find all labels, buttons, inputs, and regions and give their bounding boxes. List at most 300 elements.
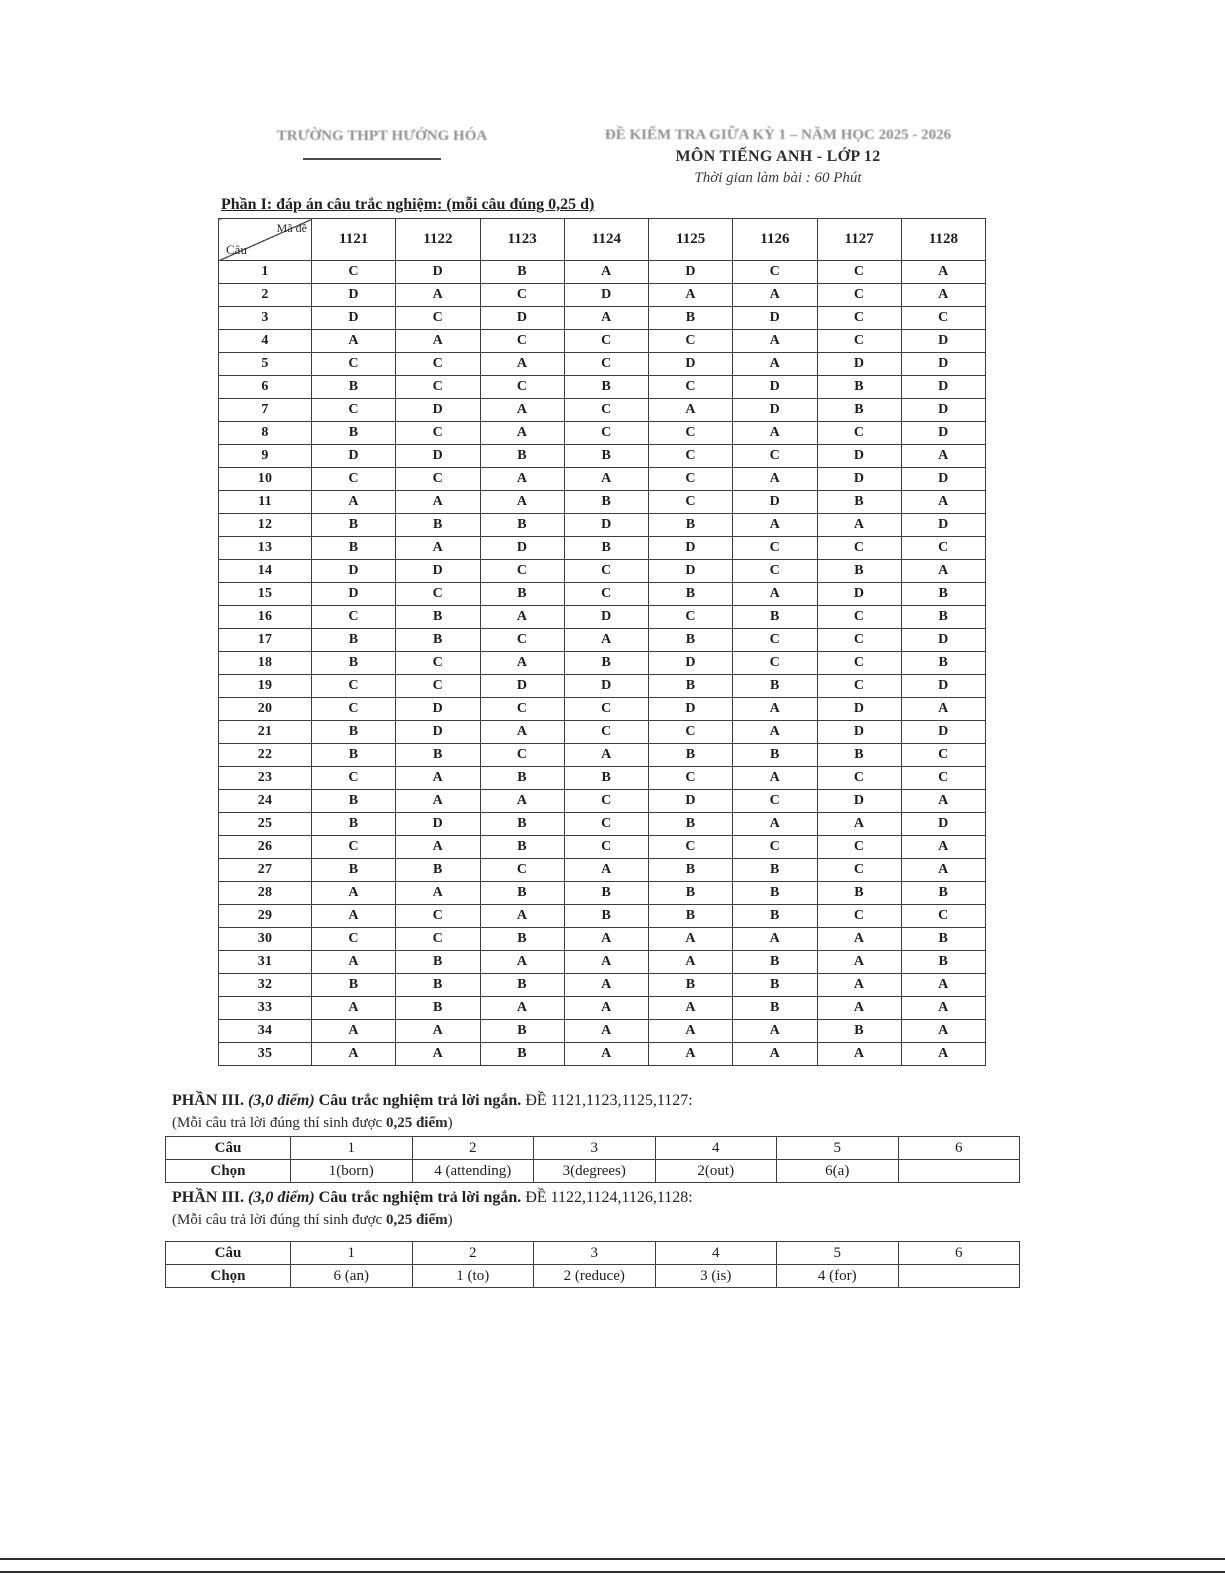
answer-cell: B (312, 859, 396, 882)
answer-cell: A (733, 514, 817, 537)
answer-cell: A (733, 468, 817, 491)
answer-cell: A (733, 1020, 817, 1043)
answer-cell: A (817, 1043, 901, 1066)
answer-table-body (219, 261, 986, 1066)
answer-cell: C (817, 422, 901, 445)
answer-row (219, 330, 986, 353)
short-row-label: Chọn (166, 1265, 291, 1288)
question-number: 29 (219, 905, 312, 928)
answer-cell: B (312, 376, 396, 399)
answer-cell: C (396, 353, 480, 376)
answer-cell: A (564, 974, 648, 997)
answer-cell: D (817, 445, 901, 468)
part3b-heading (172, 1189, 693, 1207)
answer-cell: A (733, 928, 817, 951)
answer-cell: C (564, 560, 648, 583)
answer-row (219, 629, 986, 652)
answer-cell: B (564, 376, 648, 399)
answer-cell: B (480, 583, 564, 606)
short-question-number: 3 (534, 1137, 656, 1160)
answer-cell: A (733, 353, 817, 376)
question-number: 15 (219, 583, 312, 606)
short-answer-cell: 2(out) (655, 1160, 777, 1183)
part3b-codes: ĐỀ 1122,1124,1126,1128: (525, 1189, 693, 1206)
answer-cell: D (733, 491, 817, 514)
answer-cell: C (901, 767, 985, 790)
answer-cell: D (817, 790, 901, 813)
answer-cell: B (901, 583, 985, 606)
question-number: 32 (219, 974, 312, 997)
answer-cell: D (649, 698, 733, 721)
short-answer-cell: 1 (to) (412, 1265, 534, 1288)
answer-cell: C (480, 698, 564, 721)
question-number: 24 (219, 790, 312, 813)
exam-code-header: 1124 (564, 219, 648, 261)
short-question-number: 6 (898, 1137, 1020, 1160)
answer-cell: B (733, 974, 817, 997)
answer-cell: C (312, 399, 396, 422)
answer-cell: D (312, 445, 396, 468)
answer-cell: C (564, 790, 648, 813)
answer-cell: B (480, 974, 564, 997)
part3a-points: (3,0 điểm) (248, 1092, 315, 1109)
answer-cell: A (312, 330, 396, 353)
answer-cell: C (480, 629, 564, 652)
answer-cell: D (480, 675, 564, 698)
answer-cell: A (901, 445, 985, 468)
code-header-row (219, 219, 986, 261)
answer-cell: B (733, 905, 817, 928)
answer-cell: A (564, 1043, 648, 1066)
answer-cell: A (396, 491, 480, 514)
answer-cell: B (312, 422, 396, 445)
answer-cell: C (564, 836, 648, 859)
answer-cell: C (564, 698, 648, 721)
answer-cell: A (480, 790, 564, 813)
answer-cell: A (733, 583, 817, 606)
answer-cell: C (312, 675, 396, 698)
answer-cell: D (312, 583, 396, 606)
short-table-a (165, 1136, 1020, 1183)
answer-cell: A (901, 997, 985, 1020)
answer-row (219, 951, 986, 974)
answer-cell: C (733, 261, 817, 284)
answer-cell: B (312, 813, 396, 836)
short-question-number: 5 (777, 1242, 899, 1265)
answer-cell: C (817, 261, 901, 284)
answer-cell: B (480, 813, 564, 836)
part3b-desc: Câu trắc nghiệm trả lời ngắn. (318, 1189, 522, 1206)
answer-cell: B (901, 606, 985, 629)
answer-cell: B (649, 744, 733, 767)
exam-title: ĐỀ KIỂM TRA GIỮA KỲ 1 – NĂM HỌC 2025 - 2026 (604, 127, 952, 143)
answer-cell: D (901, 399, 985, 422)
question-number: 10 (219, 468, 312, 491)
answer-cell: B (649, 583, 733, 606)
short-question-number: 5 (777, 1137, 899, 1160)
answer-cell: C (480, 859, 564, 882)
answer-cell: B (480, 1020, 564, 1043)
answer-cell: A (733, 284, 817, 307)
answer-cell: D (901, 468, 985, 491)
answer-cell: C (564, 721, 648, 744)
answer-cell: B (312, 652, 396, 675)
answer-cell: D (817, 353, 901, 376)
answer-cell: D (564, 514, 648, 537)
answer-cell: A (901, 284, 985, 307)
answer-cell: B (312, 721, 396, 744)
answer-cell: B (564, 445, 648, 468)
answer-cell: B (396, 514, 480, 537)
answer-cell: A (480, 721, 564, 744)
school-name: TRƯỜNG THPT HƯỚNG HÓA (276, 128, 488, 144)
answer-cell: B (817, 560, 901, 583)
answer-cell: D (817, 721, 901, 744)
answer-cell: C (480, 330, 564, 353)
answer-cell: A (312, 997, 396, 1020)
answer-cell: B (312, 537, 396, 560)
answer-row (219, 905, 986, 928)
answer-cell: B (649, 514, 733, 537)
answer-cell: B (312, 974, 396, 997)
answer-cell: A (396, 330, 480, 353)
answer-cell: B (817, 491, 901, 514)
answer-cell: A (733, 767, 817, 790)
answer-cell: A (564, 307, 648, 330)
answer-cell: C (817, 859, 901, 882)
answer-cell: C (733, 836, 817, 859)
answer-cell: D (901, 675, 985, 698)
answer-cell: A (901, 790, 985, 813)
answer-row (219, 491, 986, 514)
answer-cell: A (564, 997, 648, 1020)
answer-row (219, 284, 986, 307)
answer-key-table (218, 218, 986, 1066)
answer-cell: A (480, 905, 564, 928)
answer-cell: C (480, 744, 564, 767)
answer-cell: C (564, 813, 648, 836)
page-bottom-rule-1 (0, 1558, 1225, 1560)
answer-cell: D (480, 307, 564, 330)
question-number: 25 (219, 813, 312, 836)
answer-cell: A (901, 836, 985, 859)
question-number: 2 (219, 284, 312, 307)
answer-cell: B (564, 537, 648, 560)
short-row-label: Câu (166, 1137, 291, 1160)
answer-cell: C (817, 652, 901, 675)
part3b-note (172, 1212, 453, 1229)
answer-cell: C (649, 606, 733, 629)
answer-cell: C (817, 629, 901, 652)
question-number: 20 (219, 698, 312, 721)
part3b-note-suffix: ) (447, 1212, 453, 1228)
short-answer-row (166, 1160, 1020, 1183)
answer-cell: A (649, 1020, 733, 1043)
answer-cell: D (312, 284, 396, 307)
answer-cell: B (480, 445, 564, 468)
answer-cell: A (901, 1043, 985, 1066)
answer-cell: A (564, 629, 648, 652)
answer-cell: B (649, 905, 733, 928)
subject-line: MÔN TIẾNG ANH - LỚP 12 (675, 148, 881, 165)
answer-cell: B (733, 951, 817, 974)
question-number: 17 (219, 629, 312, 652)
question-number: 34 (219, 1020, 312, 1043)
answer-cell: D (396, 813, 480, 836)
short-row-label: Chọn (166, 1160, 291, 1183)
answer-cell: C (817, 606, 901, 629)
part3a-note (172, 1115, 453, 1132)
answer-cell: C (649, 721, 733, 744)
answer-cell: D (817, 468, 901, 491)
question-number: 28 (219, 882, 312, 905)
answer-cell: C (817, 836, 901, 859)
answer-cell: B (733, 997, 817, 1020)
answer-cell: B (901, 652, 985, 675)
question-number: 5 (219, 353, 312, 376)
answer-row (219, 744, 986, 767)
answer-cell: D (312, 307, 396, 330)
corner-label-cau: Câu (226, 242, 247, 257)
answer-row (219, 353, 986, 376)
answer-cell: A (312, 882, 396, 905)
answer-cell: B (396, 997, 480, 1020)
answer-cell: D (396, 721, 480, 744)
answer-cell: D (396, 399, 480, 422)
answer-row (219, 514, 986, 537)
answer-cell: A (901, 491, 985, 514)
answer-cell: C (649, 767, 733, 790)
answer-row (219, 307, 986, 330)
answer-cell: C (817, 905, 901, 928)
answer-cell: A (480, 399, 564, 422)
answer-cell: A (649, 951, 733, 974)
page-bottom-rule-2 (0, 1571, 1225, 1573)
answer-cell: B (396, 951, 480, 974)
answer-cell: C (564, 583, 648, 606)
answer-cell: C (396, 468, 480, 491)
answer-cell: A (649, 1043, 733, 1066)
question-number: 21 (219, 721, 312, 744)
answer-cell: A (901, 560, 985, 583)
answer-row (219, 974, 986, 997)
question-number: 35 (219, 1043, 312, 1066)
answer-cell: B (733, 675, 817, 698)
answer-cell: D (649, 537, 733, 560)
answer-row (219, 698, 986, 721)
answer-row (219, 928, 986, 951)
answer-cell: A (649, 997, 733, 1020)
question-number: 30 (219, 928, 312, 951)
answer-row (219, 997, 986, 1020)
answer-cell: A (733, 698, 817, 721)
short-answer-cell: 3 (is) (655, 1265, 777, 1288)
short-question-number: 4 (655, 1242, 777, 1265)
school-underline-rule (303, 158, 441, 160)
exam-code-header: 1126 (733, 219, 817, 261)
answer-cell: C (480, 376, 564, 399)
question-number: 8 (219, 422, 312, 445)
short-question-number: 4 (655, 1137, 777, 1160)
part3a-note-points: 0,25 điểm (385, 1115, 448, 1131)
answer-cell: C (733, 629, 817, 652)
answer-cell: B (649, 882, 733, 905)
exam-code-header: 1127 (817, 219, 901, 261)
answer-cell: B (817, 744, 901, 767)
answer-cell: B (733, 859, 817, 882)
answer-cell: C (396, 376, 480, 399)
part3a-heading (172, 1092, 693, 1110)
answer-cell: B (564, 905, 648, 928)
question-number: 16 (219, 606, 312, 629)
answer-cell: D (649, 790, 733, 813)
question-number: 12 (219, 514, 312, 537)
question-number: 18 (219, 652, 312, 675)
answer-cell: C (649, 376, 733, 399)
answer-cell: C (733, 537, 817, 560)
answer-cell: B (649, 859, 733, 882)
short-question-number: 1 (291, 1137, 413, 1160)
short-question-row (166, 1242, 1020, 1265)
answer-cell: C (312, 261, 396, 284)
short-answer-cell: 3(degrees) (534, 1160, 656, 1183)
answer-row (219, 399, 986, 422)
answer-cell: A (564, 859, 648, 882)
question-number: 13 (219, 537, 312, 560)
answer-cell: B (396, 974, 480, 997)
question-number: 31 (219, 951, 312, 974)
question-number: 27 (219, 859, 312, 882)
answer-cell: C (396, 652, 480, 675)
answer-cell: A (649, 399, 733, 422)
answer-cell: B (901, 928, 985, 951)
short-question-number: 6 (898, 1242, 1020, 1265)
answer-cell: A (564, 261, 648, 284)
answer-cell: B (564, 767, 648, 790)
answer-cell: C (564, 330, 648, 353)
answer-cell: C (312, 928, 396, 951)
answer-cell: A (396, 767, 480, 790)
answer-cell: B (564, 882, 648, 905)
answer-cell: D (480, 537, 564, 560)
answer-cell: A (480, 353, 564, 376)
answer-cell: D (396, 560, 480, 583)
answer-cell: B (649, 675, 733, 698)
answer-row (219, 675, 986, 698)
answer-row (219, 537, 986, 560)
answer-cell: A (396, 836, 480, 859)
question-number: 3 (219, 307, 312, 330)
answer-cell: A (649, 284, 733, 307)
answer-cell: A (564, 951, 648, 974)
part3a-codes: ĐỀ 1121,1123,1125,1127: (525, 1092, 693, 1109)
answer-cell: B (733, 882, 817, 905)
answer-cell: A (396, 1043, 480, 1066)
short-table-b (165, 1241, 1020, 1288)
part3b-title: PHẦN III. (172, 1189, 245, 1206)
answer-cell: A (901, 698, 985, 721)
part3b-note-points: 0,25 điểm (385, 1212, 448, 1228)
question-number: 6 (219, 376, 312, 399)
answer-row (219, 790, 986, 813)
answer-cell: A (901, 261, 985, 284)
answer-row (219, 859, 986, 882)
answer-cell: C (817, 767, 901, 790)
exam-code-header: 1121 (312, 219, 396, 261)
answer-cell: D (733, 307, 817, 330)
answer-cell: B (480, 261, 564, 284)
answer-cell: A (480, 422, 564, 445)
answer-cell: B (733, 744, 817, 767)
answer-cell: A (817, 928, 901, 951)
answer-cell: B (312, 514, 396, 537)
answer-cell: D (901, 330, 985, 353)
answer-cell: C (649, 330, 733, 353)
answer-row (219, 445, 986, 468)
answer-row (219, 376, 986, 399)
answer-cell: B (649, 974, 733, 997)
answer-cell: C (312, 353, 396, 376)
short-question-number: 2 (412, 1242, 534, 1265)
answer-cell: A (480, 468, 564, 491)
exam-code-header: 1128 (901, 219, 985, 261)
answer-cell: B (480, 1043, 564, 1066)
answer-cell: C (312, 767, 396, 790)
answer-cell: B (817, 399, 901, 422)
answer-cell: A (733, 422, 817, 445)
answer-cell: D (649, 353, 733, 376)
short-row-label: Câu (166, 1242, 291, 1265)
answer-cell: A (480, 997, 564, 1020)
question-number: 33 (219, 997, 312, 1020)
answer-cell: C (564, 399, 648, 422)
question-number: 11 (219, 491, 312, 514)
answer-row (219, 813, 986, 836)
answer-cell: B (312, 744, 396, 767)
answer-cell: D (396, 261, 480, 284)
short-answer-cell (898, 1160, 1020, 1183)
answer-cell: A (312, 905, 396, 928)
answer-cell: D (733, 376, 817, 399)
answer-cell: D (901, 514, 985, 537)
answer-row (219, 261, 986, 284)
answer-row (219, 721, 986, 744)
answer-cell: A (396, 1020, 480, 1043)
question-number: 9 (219, 445, 312, 468)
answer-cell: A (901, 974, 985, 997)
short-answer-cell: 4 (for) (777, 1265, 899, 1288)
question-number: 7 (219, 399, 312, 422)
answer-cell: B (312, 790, 396, 813)
answer-cell: B (564, 491, 648, 514)
duration-line: Thời gian làm bài : 60 Phút (694, 170, 862, 186)
answer-cell: A (564, 468, 648, 491)
answer-cell: D (817, 583, 901, 606)
answer-cell: C (901, 905, 985, 928)
answer-cell: A (396, 882, 480, 905)
part3b-note-prefix: (Mỗi câu trả lời đúng thí sinh được (172, 1212, 386, 1228)
answer-cell: D (649, 652, 733, 675)
answer-cell: D (564, 284, 648, 307)
question-number: 26 (219, 836, 312, 859)
answer-cell: D (396, 698, 480, 721)
answer-cell: A (817, 974, 901, 997)
answer-cell: B (733, 606, 817, 629)
answer-cell: D (564, 606, 648, 629)
answer-cell: C (817, 537, 901, 560)
short-question-number: 3 (534, 1242, 656, 1265)
answer-cell: C (733, 652, 817, 675)
